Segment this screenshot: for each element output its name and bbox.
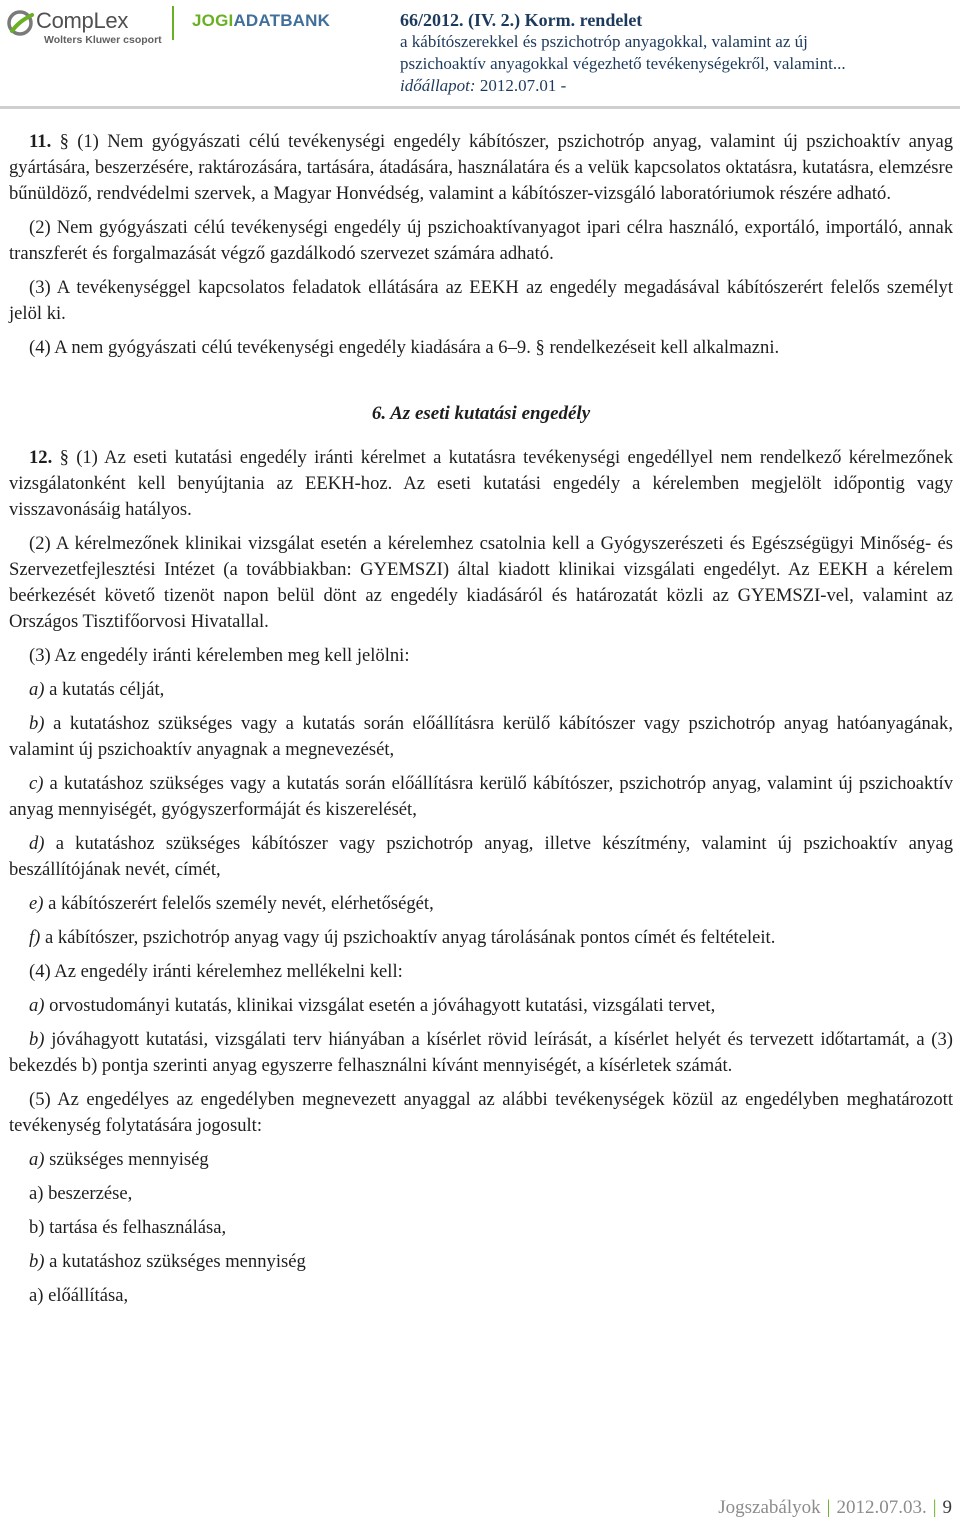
section-12-list-4 [9,993,953,1079]
complex-name: CompLex [36,8,129,33]
section-12-list-4-item [9,1027,953,1079]
section-12-list-5-item [9,1147,953,1173]
jogi-logo-part1: JOGI [192,11,234,30]
complex-swoosh-icon [6,9,34,37]
time-state [400,75,960,97]
section-12-list-5-item [9,1249,953,1275]
list-item-text: orvostudományi kutatás, klinikai vizsgálat esetén a jóváhagyott kutatási, vizsgálati tervet, [44,995,716,1016]
section-12-paragraph-2: (2) A kérelmezőnek klinikai vizsgálat esetén a kérelemhez csatolnia kell a Gyógyszerészeti és Egészségügyi Minőség- és Szervezetfejlesztési Intézet (a továbbiakban: GYEMSZI) által kiadott klinikai vizsgálati engedélyt. Az EEKH a kérelem beérkezését követő tizenöt napon belül dönt az engedély kiadásáról és határozatát közli az GYEMSZI-vel, valamint az Országos Tisztifőorvosi Hivatallal. [9,533,953,632]
section-12-list-5-item [9,1215,953,1241]
list-item-text: a kutatáshoz szükséges vagy a kutatás során előállításra kerülő kábítószer vagy pszichotróp anyag hatóanyagának, valamint új pszichoaktív anyagnak a megnevezését, [9,713,953,760]
section-12-p1-text: § (1) Az eseti kutatási engedély iránti kérelmet a kutatásra tevékenységi engedéllyel nem rendelkező kérelmezőnek vizsgálatonként kell benyújtania az EEKH-hoz. Az eseti kutatási engedély a kérelemben megjelölt időpontig vagy visszavonásáig hatályos. [9,447,953,520]
complex-subtitle: Wolters Kluwer csoport [44,34,162,46]
complex-logo [6,7,166,47]
section-12-list-3-item [9,831,953,883]
list-item-text: a kutatáshoz szükséges kábítószer vagy pszichotróp anyag, illetve készítmény, valamint új pszichoaktív anyag beszállítójának nevét, címét, [9,833,953,880]
section-12-list-3-item [9,677,953,703]
list-item-text: a kutatáshoz szükséges vagy a kutatás során előállításra kerülő kábítószer, pszichotróp anyag, valamint új pszichoaktív anyag mennyiségét, gyógyszerformáját és kiszerelését, [9,773,953,820]
document-body [9,129,953,1317]
list-item-mark: b) [29,713,45,734]
document-subtitle-line2: pszichoaktív anyagokkal végezhető tevékenységekről, valamint... [400,54,846,73]
header-rule [0,106,960,109]
section-11-p1-text: § (1) Nem gyógyászati célú tevékenységi engedély kábítószer, pszichotróp anyag, valamint új pszichoaktív anyag gyártására, beszerzésére, raktározására, tartására, átadására, használatára és a velük kapcsolatos oktatásra, kutatásra, elemzésre bűnüldöző, rendvédelmi szervek, a Magyar Honvédség, valamint a kábítószer-vizsgáló laboratóriumok részére adható. [9,131,953,204]
list-item-mark: a) [29,679,45,700]
list-item-mark: a) [29,995,45,1016]
list-item-text: a kábítószer, pszichotróp anyag vagy új pszichoaktív anyag tárolásának pontos címét és feltételeit. [40,927,776,948]
section-12-list-3-item [9,771,953,823]
footer-date: 2012.07.03. [836,1497,927,1518]
time-state-label: időállapot: [400,76,476,95]
section-12-paragraph-5: (5) Az engedélyes az engedélyben megnevezett anyaggal az alábbi tevékenységek közül az engedélyben meghatározott tevékenység folytatására jogosult: [9,1089,953,1136]
section-12-list-3-item [9,711,953,763]
chapter-heading: 6. Az eseti kutatási engedély [371,403,591,424]
time-state-value: 2012.07.01 - [479,76,567,95]
section-12-paragraph-4: (4) Az engedély iránti kérelemhez mellékelni kell: [29,961,403,982]
list-item-mark: b) [29,1251,45,1272]
section-12-list-4-item [9,993,953,1019]
footer-separator: | [932,1497,937,1518]
document-title: 66/2012. (IV. 2.) Korm. rendelet [400,10,643,30]
footer-label: Jogszabályok [718,1497,821,1518]
section-12-paragraph-1 [9,445,953,523]
list-item-mark: b) [29,1029,45,1050]
section-11-paragraph-2: (2) Nem gyógyászati célú tevékenységi engedély új pszichoaktívanyagot ipari célra használó, exportáló, importáló, annak transzferét és forgalmazását végző gazdálkodó szervezet számára adható. [9,217,953,264]
document-header [400,9,960,97]
section-11-paragraph-4: (4) A nem gyógyászati célú tevékenységi engedély kiadására a 6–9. § rendelkezéseit kell alkalmazni. [29,337,780,358]
list-item-text: jóváhagyott kutatási, vizsgálati terv hiányában a kísérlet rövid leírását, a kísérlet helyét és tervezett időtartamát, a (3) bekezdés b) pontja szerinti anyag egyszerre felhasználni kívánt mennyiségét, a kísérletek számát. [9,1029,953,1076]
list-item-mark: d) [29,833,45,854]
list-item-text: b) tartása és felhasználása, [29,1217,227,1238]
section-12-list-3-item [9,925,953,951]
logo-divider [172,6,174,40]
section-11-paragraph-1 [9,129,953,207]
page-number: 9 [942,1497,952,1518]
section-12-list-5-item [9,1181,953,1207]
jogi-adatbank-logo [192,11,330,31]
footer-separator: | [826,1497,831,1518]
section-11-paragraph-3: (3) A tevékenységgel kapcsolatos feladatok ellátására az EEKH az engedély megadásával kábítószerért felelős személyt jelöl ki. [9,277,953,324]
list-item-text: a kutatáshoz szükséges mennyiség [44,1251,306,1272]
section-12-paragraph-3: (3) Az engedély iránti kérelemben meg kell jelölni: [29,645,410,666]
page-header [0,0,960,112]
document-subtitle-line1: a kábítószerekkel és pszichotróp anyagokkal, valamint az új [400,32,808,51]
section-12-list-3-item [9,891,953,917]
list-item-mark: f) [29,927,41,948]
section-12-list-3 [9,677,953,951]
list-item-mark: a) [29,1149,45,1170]
list-item-mark: c) [29,773,44,794]
jogi-logo-part2: ADATBANK [233,11,331,30]
section-12-number: 12. [29,447,53,468]
list-item-text: a kábítószerért felelős személy nevét, elérhetőségét, [43,893,434,914]
list-item-text: a kutatás célját, [44,679,165,700]
section-12-list-5-item [9,1283,953,1309]
page-footer [718,1497,952,1519]
section-11-number: 11. [29,131,52,152]
list-item-text: a) beszerzése, [29,1183,133,1204]
section-12-list-5 [9,1147,953,1309]
list-item-text: szükséges mennyiség [44,1149,209,1170]
list-item-mark: e) [29,893,44,914]
list-item-text: a) előállítása, [29,1285,129,1306]
